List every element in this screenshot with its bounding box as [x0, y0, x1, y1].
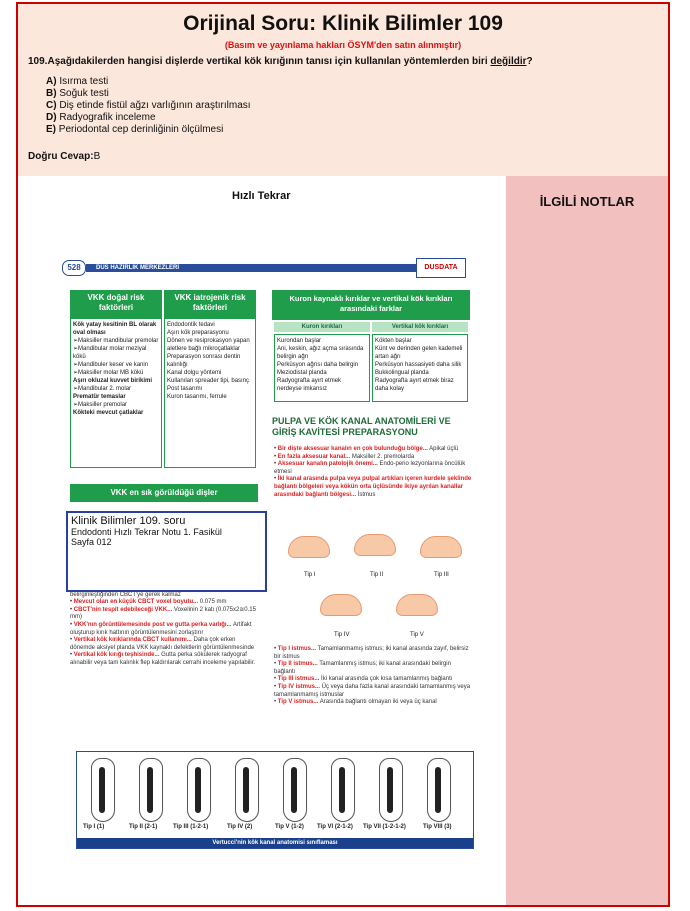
tooth-type-6	[331, 758, 355, 822]
isthmus-bullets: • Tip I istmus... Tamamlanmamış istmus; iki kanal arasında zayıf, belirsiz bir istmus • Tip II istmus... Tamamlanmış istmus; iki kanal arasındaki belirgin bağlantı • Tip III istmus... İki kanal arasında çok kısa tamamlanmış bağlantı • Tip IV istmus... Üç veya daha fazla kanal arasındaki tamamlanmış veya tamamlanmamış istmuslar • Tip V istmus... Arasında bağlantı olmayan iki veya üç kanal	[274, 646, 471, 706]
col-vertical-root-fractures: Vertikal kök kırıkları	[372, 322, 468, 332]
source-reference-callout	[66, 511, 267, 592]
isthmus-label-4: Tip IV	[334, 632, 350, 638]
pulpa-bullets: • Bir dişte aksesuar kanalın en çok bulunduğu bölge... Apikal üçlü • En fazla aksesuar kanal... Maksiller 2. premolarda • Aksesuar kanalın patolojik önemi... Endo-perio lezyonlarına öncülük etmesi • İki kanal arasında pulpa veya pulpal artıkları içeren kurdele şeklinde bağlantı bölgeleri veya kökün orta üçlüsünde ikiye ayrılan kanallar arasındaki bağlantı bölgesi... İstmus	[274, 446, 472, 498]
isthmus-drawing-2	[354, 534, 396, 556]
option-e: E) Periodontal cep derinliğinin ölçülmesi	[46, 124, 224, 135]
correct-answer: Doğru Cevap:B	[28, 151, 101, 162]
callout-line-1: Klinik Bilimler 109. soru	[71, 515, 186, 527]
option-d: D) Radyografik inceleme	[46, 112, 156, 123]
box-iatrogenic-risk-list: Endodontik tedavi Aşırı kök preparasyonu Dönen ve resiprokasyon yapan aletlere bağlı mikroçatlaklar Preparasyon sonrası dentin kalınlığı Kanal dolgu yöntemi Kullanılan spreader tipi, basınç Post tasarımı Kuron tasarımı, ferrule	[164, 318, 256, 468]
book-logo: DUSDATA	[416, 258, 466, 278]
book-page-number: 528	[62, 260, 86, 276]
crown-fracture-list: Kurondan başlar Ani, keskin, ağız açma sırasında belirgin ağrı Perküsyon ağrısı daha belirgin Meziodistal planda Radyografta ayırt etmek nerdeyse imkansız	[274, 334, 370, 402]
isthmus-drawing-4	[320, 594, 362, 616]
box-natural-risk-list: Kök yatay kesitinin BL olarak oval olması ➢Maksiller mandibular premolar ➢Mandibular molar meziyal kökü ➢Mandibuler keser ve kanin ➢Maksiller molar MB kökü Aşırı okluzal kuvvet birikimi ➢Mandibular 2. molar Prematür temaslar ➢Maksiller premolar Kökteki mevcut çatlaklar	[70, 318, 162, 468]
page-frame	[16, 2, 670, 907]
question-body: Aşağıdakilerden hangisi dişlerde vertikal kök kırığının tanısı için kullanılan yöntemlerden biri	[47, 56, 488, 67]
question-emphasis: değildir	[490, 56, 527, 67]
tooth-label-5: Tip V (1-2)	[275, 824, 304, 830]
review-label: Hızlı Tekrar	[232, 190, 291, 202]
vertucci-caption: Vertucci'nin kök kanal anatomisi sınıflaması	[77, 838, 473, 848]
vertical-root-fracture-list: Kökten başlar Künt ve derinden gelen kademeli artan ağrı Perküsyon hassasiyeti daha silik Bukkolingual planda Radyografta ayırt etmek biraz daha kolay	[372, 334, 468, 402]
tooth-type-8	[427, 758, 451, 822]
callout-line-3: Sayfa 012	[71, 537, 112, 547]
related-notes-panel	[506, 176, 668, 907]
tooth-label-8: Tip VIII (3)	[423, 824, 452, 830]
box-common-teeth-title: VKK en sık görüldüğü dişler	[70, 484, 258, 502]
box-natural-risk-title: VKK doğal risk faktörleri	[70, 290, 162, 318]
tooth-type-7	[379, 758, 403, 822]
tooth-label-3: Tip III (1-2-1)	[173, 824, 209, 830]
pulpa-section-title: PULPA VE KÖK KANAL ANATOMİLERİ VE GİRİŞ KAVİTESİ PREPARASYONU	[272, 416, 451, 437]
tooth-label-7: Tip VII (1-2-1-2)	[363, 824, 406, 830]
options-list	[46, 76, 251, 136]
vkk-bullets: belirginleştiğinden CBCT'ye gerek kalmaz • Mevcut olan en küçük CBCT voxel boyutu... 0.075 mm • CBCT'nin tespit edebileceği VKK... Voxelinin 2 katı (0.075x2≅0.15 mm) • VKK'nın görüntülemesinde post ve gutta perka varlığı... Artifakt oluşturup kırık hattının görüntülenmesini zorlaştırır • Vertikal kök kırıklarında CBCT kullanımı... Daha çok erken dönemde aksiyel planda VKK kaynaklı defektlerin görüntülenmesinde • Vertikal kök kırığı teşhisinde... Gutta perka sökülerek radyograf alınabilir veya tam kalınlık flep kaldırılarak cerrahi inceleme yapılabilir.	[70, 591, 256, 666]
option-c: C) Diş etinde fistül ağzı varlığının araştırılması	[46, 100, 251, 111]
isthmus-label-1: Tip I	[304, 572, 316, 578]
tooth-label-4: Tip IV (2)	[227, 824, 253, 830]
page-title: Orijinal Soru: Klinik Bilimler 109	[183, 12, 503, 35]
tooth-type-3	[187, 758, 211, 822]
box-iatrogenic-risk-title: VKK iatrojenik risk faktörleri	[164, 290, 256, 318]
tooth-type-1	[91, 758, 115, 822]
col-crown-fractures: Kuron kırıkları	[274, 322, 370, 332]
isthmus-drawing-5	[396, 594, 438, 616]
question-panel	[18, 4, 668, 176]
option-b: B) Soğuk testi	[46, 88, 109, 99]
isthmus-drawing-1	[288, 536, 330, 558]
notes-title: İLGİLİ NOTLAR	[539, 194, 635, 209]
vertucci-classification-box	[76, 751, 474, 849]
copyright-note: (Basım ve yayınlama hakları ÖSYM'den satın alınmıştır)	[224, 40, 462, 50]
isthmus-drawing-3	[420, 536, 462, 558]
tooth-type-5	[283, 758, 307, 822]
tooth-type-4	[235, 758, 259, 822]
callout-line-2: Endodonti Hızlı Tekrar Notu 1. Fasikül	[71, 527, 222, 537]
tooth-label-6: Tip VI (2-1-2)	[317, 824, 353, 830]
question-end: ?	[526, 56, 533, 67]
isthmus-label-3: Tip III	[434, 572, 449, 578]
box-fracture-diff-title: Kuron kaynaklı kırıklar ve vertikal kök kırıkları arasındaki farklar	[272, 290, 470, 320]
isthmus-label-5: Tip V	[410, 632, 424, 638]
option-a: A) Isırma testi	[46, 76, 109, 87]
tooth-type-2	[139, 758, 163, 822]
tooth-label-1: Tip I (1)	[83, 824, 105, 830]
isthmus-label-2: Tip II	[370, 572, 384, 578]
tooth-label-2: Tip II (2-1)	[129, 824, 158, 830]
question-text	[28, 56, 533, 67]
question-number: 109.	[28, 56, 48, 67]
book-header-band: DUS HAZIRLIK MERKEZLERİ	[86, 264, 456, 272]
